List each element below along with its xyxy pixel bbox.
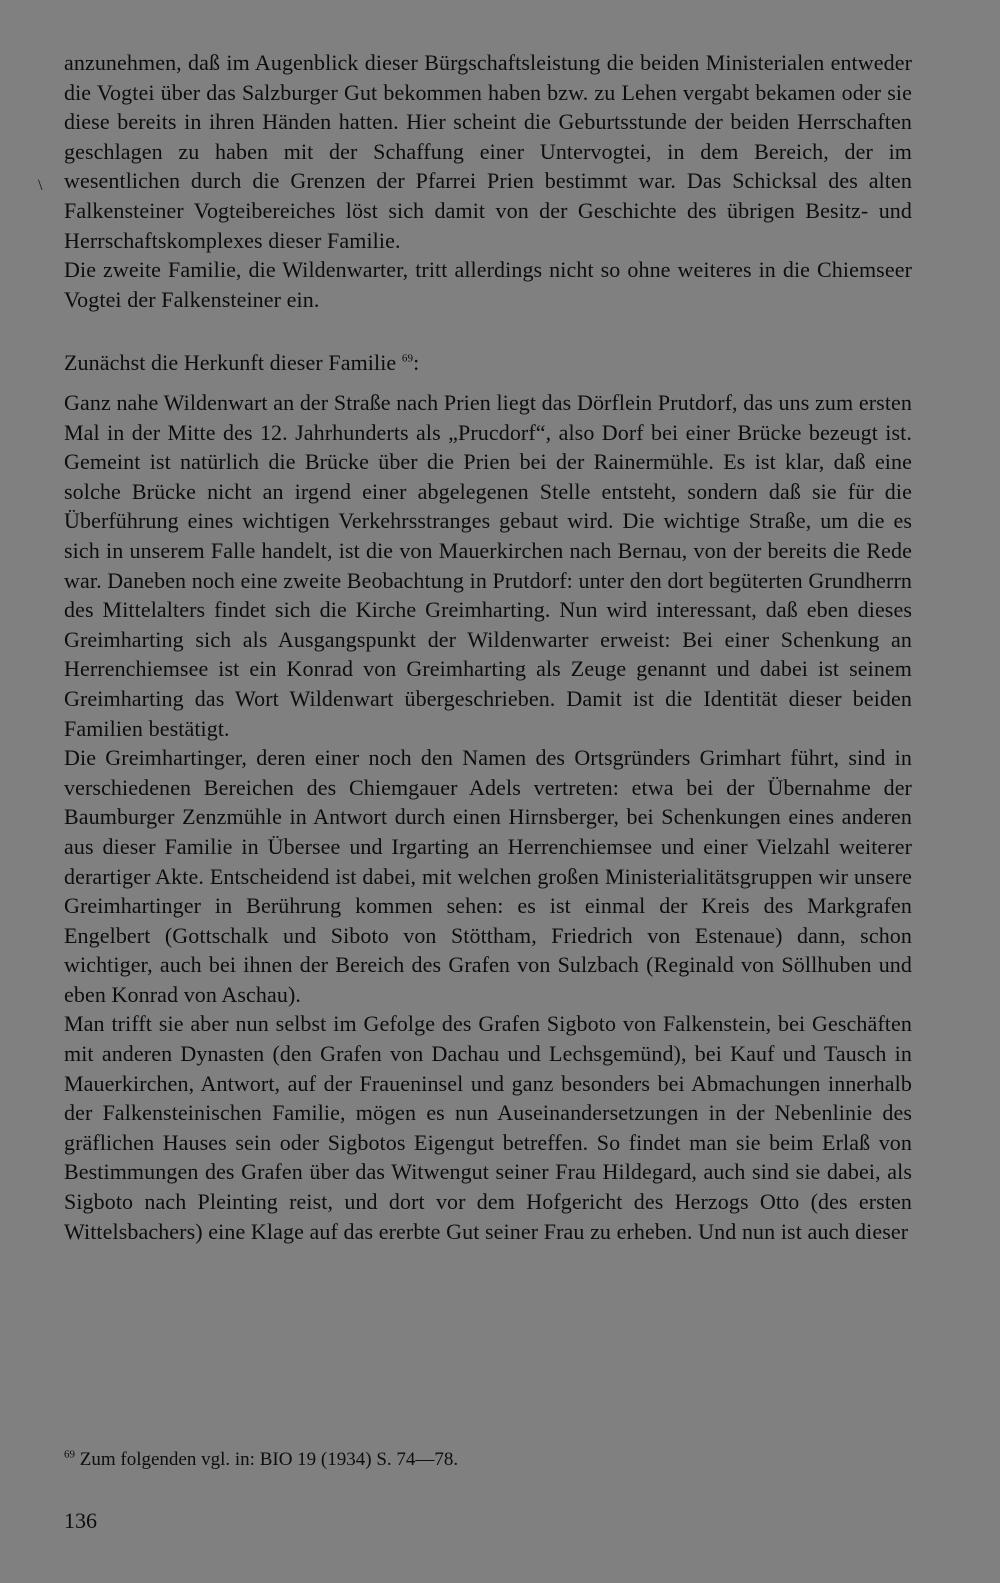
footnote-reference: 69 (401, 352, 414, 365)
paragraph: anzunehmen, daß im Augenblick dieser Bürgschaftsleistung die beiden Ministerialen entweder die Vogtei über das Salzburger Gut bekommen haben bzw. zu Lehen vergabt bekamen oder sie diese bereits in ihren Händen hatten. Hier scheint die Geburtsstunde der beiden Herrschaften geschlagen zu haben mit der Schaffung einer Untervogtei, in dem Bereich, der im wesentlichen durch die Grenzen der Pfarrei Prien bestimmt war. Das Schicksal des alten Falkensteiner Vogteibereiches löst sich damit von der Geschichte des übrigen Besitz- und Herrschaftskomplexes dieser Familie. (64, 50, 912, 253)
paragraph: Die zweite Familie, die Wildenwarter, tritt allerdings nicht so ohne weiteres in die Chiemseer Vogtei der Falkensteiner ein. (64, 257, 912, 312)
text-block-top (64, 48, 912, 314)
paragraph: Ganz nahe Wildenwart an der Straße nach Prien liegt das Dörflein Prutdorf, das uns zum ersten Mal in der Mitte des 12. Jahrhunderts als „Prucdorf“, also Dorf bei einer Brücke bezeugt ist. Gemeint ist natürlich die Brücke über die Prien bei der Rainermühle. Es ist klar, daß eine solche Brücke nicht an irgend einer abgelegenen Stelle entsteht, sondern daß sie für die Überführung eines wichtigen Verkehrsstranges gebaut wird. Die wichtige Straße, um die es sich in unserem Falle handelt, ist die von Mauerkirchen nach Bernau, von der bereits die Rede war. Daneben noch eine zweite Beobachtung in Prutdorf: unter den dort begüterten Grundherrn des Mittelalters findet sich die Kirche Greimharting. Nun wird interessant, daß eben dieses Greimharting sich als Ausgangspunkt der Wildenwarter erweist: Bei einer Schenkung an Herrenchiemsee ist ein Konrad von Greimharting als Zeuge genannt und dabei ist seinem Greimharting das Wort Wildenwart übergeschrieben. Damit ist die Identität dieser beiden Familien bestätigt. (64, 390, 912, 741)
paragraph: Die Greimhartinger, deren einer noch den Namen des Ortsgründers Grimhart führt, sind in verschiedenen Bereichen des Chiemgauer Adels vertreten: etwa bei der Übernahme der Baumburger Zenzmühle in Antwort durch einen Hirnsberger, bei Schenkungen eines anderen aus dieser Familie in Übersee und Irgarting an Herrenchiemsee und einer Vielzahl weiterer derartiger Akte. Entscheidend ist dabei, mit welchen großen Ministerialitätsgruppen wir unsere Greimhartinger in Berührung kommen sehen: es ist einmal der Kreis des Markgrafen Engelbert (Gottschalk und Siboto von Stöttham, Friedrich von Estenaue) dann, schon wichtiger, auch bei ihnen der Bereich des Grafen von Sulzbach (Reginald von Söllhuben und eben Konrad von Aschau). (64, 745, 912, 1007)
margin-mark: \ (38, 177, 43, 194)
heading-line (64, 348, 912, 378)
footnote-marker: 69 (64, 1448, 75, 1461)
footnote-text: Zum folgenden vgl. in: BIO 19 (1934) S. 74—78. (79, 1449, 459, 1470)
text-block-main (64, 388, 912, 1246)
heading-suffix: : (413, 350, 420, 375)
heading-text: Zunächst die Herkunft dieser Familie (64, 350, 397, 375)
footnote (64, 1448, 912, 1472)
page-number: 136 (64, 1508, 97, 1533)
paragraph: Man trifft sie aber nun selbst im Gefolge des Grafen Sigboto von Falkenstein, bei Geschäften mit anderen Dynasten (den Grafen von Dachau und Lechsgemünd), bei Kauf und Tausch in Mauerkirchen, Antwort, auf der Fraueninsel und ganz besonders bei Abmachungen innerhalb der Falkensteinischen Familie, mögen es nun Auseinandersetzungen in der Nebenlinie des gräflichen Hauses sein oder Sigbotos Eigengut betreffen. So findet man sie beim Erlaß von Bestimmungen des Grafen über das Witwengut seiner Frau Hildegard, auch sind sie dabei, als Sigboto nach Pleinting reist, und dort vor dem Hofgericht des Herzogs Otto (des ersten Wittelsbachers) eine Klage auf das ererbte Gut seiner Frau zu erheben. Und nun ist auch dieser (64, 1011, 912, 1244)
